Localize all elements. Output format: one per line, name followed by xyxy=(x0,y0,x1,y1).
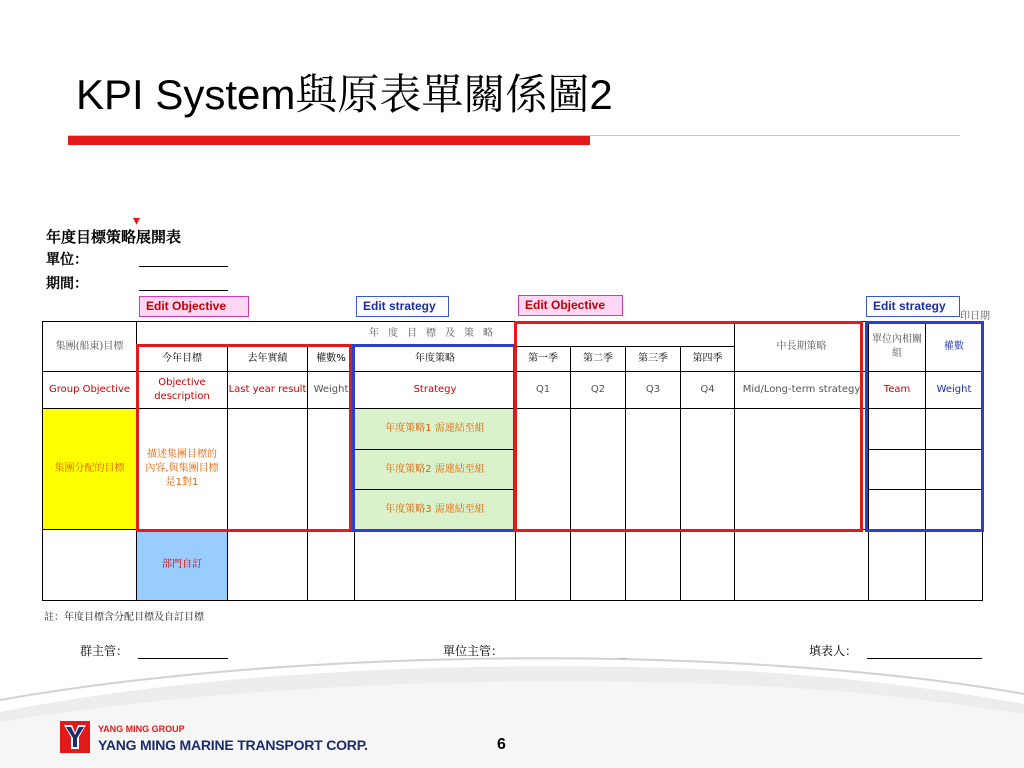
mid-long-strategy-header: 中長期策略 xyxy=(735,322,869,372)
en-objective-description: Objective description xyxy=(137,372,228,409)
team-weight-cell-2[interactable] xyxy=(926,450,983,490)
mid-long-strategy-cell[interactable] xyxy=(735,409,869,530)
self-objective-group-cell[interactable] xyxy=(43,530,137,601)
team-cell-3[interactable] xyxy=(869,490,926,530)
group-supervisor-label: 群主管： xyxy=(80,644,129,658)
en-last-year-result: Last year result xyxy=(228,372,308,409)
en-weight: Weight xyxy=(308,372,355,409)
period-label: 期間： xyxy=(46,276,88,292)
en-team: Team xyxy=(869,372,926,409)
edit-objective-tag-2[interactable]: Edit Objective xyxy=(518,295,623,316)
self-q1-cell[interactable] xyxy=(516,530,571,601)
strategy-cell-2[interactable]: 年度策略2 需連結至組 xyxy=(355,450,516,490)
table-note: 註：年度目標含分配目標及自訂目標 xyxy=(44,612,204,623)
q3-cell[interactable] xyxy=(626,409,681,530)
filled-by-label: 填表人： xyxy=(809,644,858,658)
sub-header-q1: 第一季 xyxy=(516,347,571,372)
comment-marker-icon: ▾ xyxy=(133,213,141,229)
self-q2-cell[interactable] xyxy=(571,530,626,601)
edit-strategy-tag-2[interactable]: Edit strategy xyxy=(866,296,960,317)
team-weight-cell-1[interactable] xyxy=(926,409,983,450)
q2-cell[interactable] xyxy=(571,409,626,530)
en-strategy: Strategy xyxy=(355,372,516,409)
slide-title: KPI System與原表單關係圖2 xyxy=(76,71,613,118)
objective-description-cell[interactable]: 描述集團目標的內容,與集團目標是1對1 xyxy=(137,409,228,530)
q1-cell[interactable] xyxy=(516,409,571,530)
self-last-year-cell[interactable] xyxy=(228,530,308,601)
strategy-cell-3[interactable]: 年度策略3 需連結至組 xyxy=(355,490,516,530)
self-mid-long-cell[interactable] xyxy=(735,530,869,601)
form-title: 年度目標策略展開表 xyxy=(46,228,182,246)
weight-header: 權數 xyxy=(926,322,983,372)
sub-header-q3: 第三季 xyxy=(626,347,681,372)
page-number: 6 xyxy=(497,736,506,753)
en-q1: Q1 xyxy=(516,372,571,409)
corp-name: YANG MING MARINE TRANSPORT CORP. xyxy=(98,737,368,753)
self-team-cell[interactable] xyxy=(869,530,926,601)
team-weight-cell-3[interactable] xyxy=(926,490,983,530)
sub-header-last-year-result: 去年實績 xyxy=(228,347,308,372)
unit-supervisor-label: 單位主管： xyxy=(443,644,504,658)
self-weight-cell[interactable] xyxy=(308,530,355,601)
sub-header-weight-percent: 權數% xyxy=(308,347,355,372)
self-strategy-cell[interactable] xyxy=(355,530,516,601)
self-q3-cell[interactable] xyxy=(626,530,681,601)
sub-header-q4: 第四季 xyxy=(681,347,735,372)
group-name: YANG MING GROUP xyxy=(98,724,185,734)
unit-field[interactable] xyxy=(139,266,228,267)
strategy-cell-1[interactable]: 年度策略1 需連結至組 xyxy=(355,409,516,450)
unit-label: 單位： xyxy=(46,252,88,268)
q4-cell[interactable] xyxy=(681,409,735,530)
team-cell-1[interactable] xyxy=(869,409,926,450)
dept-self-set-cell[interactable]: 部門自訂 xyxy=(137,530,228,601)
sub-header-q2: 第二季 xyxy=(571,347,626,372)
yang-ming-logo-icon xyxy=(60,721,90,753)
last-year-result-cell[interactable] xyxy=(228,409,308,530)
unit-related-team-header: 單位內相關組 xyxy=(869,322,926,372)
self-q4-cell[interactable] xyxy=(681,530,735,601)
en-q4: Q4 xyxy=(681,372,735,409)
team-cell-2[interactable] xyxy=(869,450,926,490)
self-team-weight-cell[interactable] xyxy=(926,530,983,601)
en-q3: Q3 xyxy=(626,372,681,409)
title-accent-bar xyxy=(68,136,590,145)
en-weight-right: Weight xyxy=(926,372,983,409)
kpi-table xyxy=(42,321,983,601)
period-field[interactable] xyxy=(139,290,228,291)
annual-objective-strategy-header: 年度目標及策略 xyxy=(137,322,735,347)
en-mid-long-strategy: Mid/Long-term strategy xyxy=(735,372,869,409)
sub-header-this-year-target: 今年目標 xyxy=(137,347,228,372)
sub-header-annual-strategy: 年度策略 xyxy=(355,347,516,372)
en-group-objective: Group Objective xyxy=(43,372,137,409)
edit-strategy-tag-1[interactable]: Edit strategy xyxy=(356,296,449,317)
group-objective-header: 集團(船東)目標 xyxy=(43,322,137,372)
edit-objective-tag-1[interactable]: Edit Objective xyxy=(139,296,249,317)
en-q2: Q2 xyxy=(571,372,626,409)
print-date-clipped: 印日期 xyxy=(960,311,990,322)
assigned-objective-cell[interactable]: 集團分配的目標 xyxy=(43,409,137,530)
weight-cell[interactable] xyxy=(308,409,355,530)
